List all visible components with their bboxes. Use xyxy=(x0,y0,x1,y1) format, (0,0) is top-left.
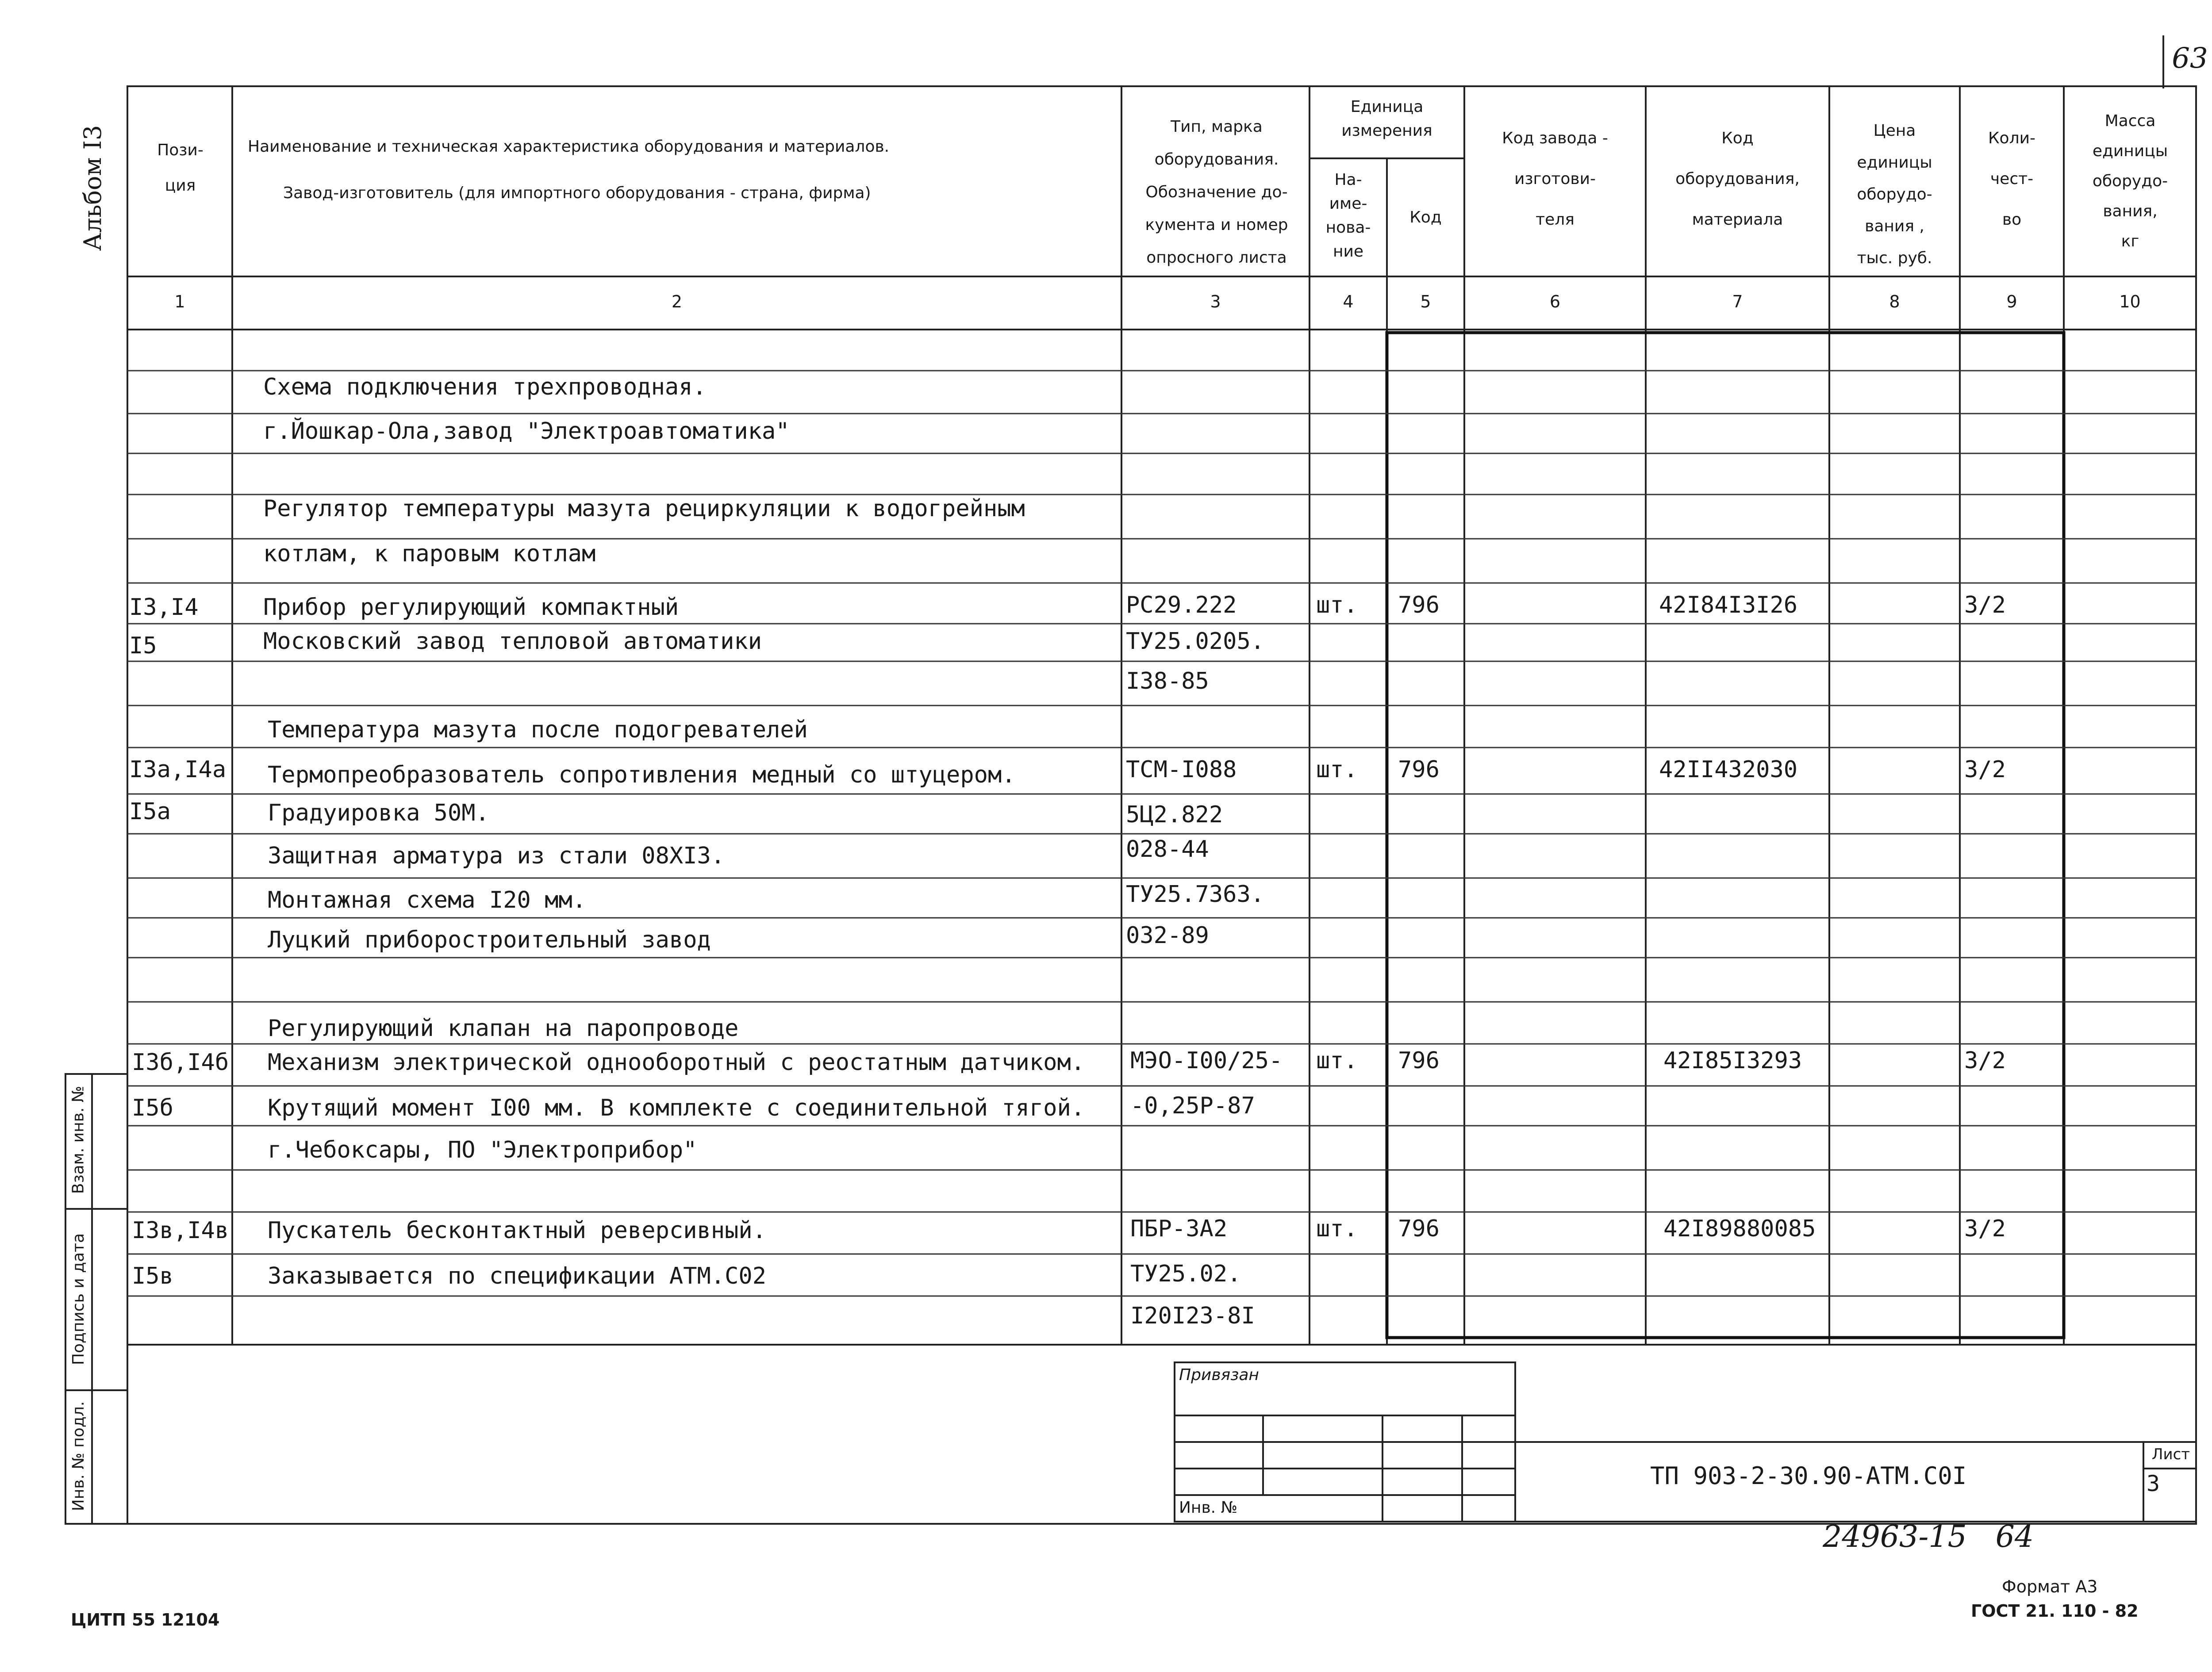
table-cell-name: Градуировка 50М. xyxy=(268,800,489,826)
header-col10: Масса единицы оборудо- вания, кг xyxy=(2092,112,2168,250)
table-cell-unit: шт. xyxy=(1316,756,1358,783)
table-cell-equipment-code: 42I89880085 xyxy=(1663,1216,1816,1242)
table-cell-type: ТУ25.7363. xyxy=(1126,881,1265,908)
header-col3: Тип, марка оборудования. Обозначение до- кумента и номер опросного листа xyxy=(1145,118,1288,267)
table-cell-name: Московский завод тепловой автоматики xyxy=(263,628,762,655)
table-cell-name: Пускатель бесконтактный реверсивный. xyxy=(268,1217,767,1244)
table-cell-name: Схема подключения трехпроводная. xyxy=(263,374,707,400)
col-number: 7 xyxy=(1732,292,1743,311)
table-cell-name: Термопреобразователь сопротивления медный со штуцером. xyxy=(268,762,1016,788)
table-cell-equipment-code: 42I84I3I26 xyxy=(1659,592,1798,618)
table-cell-equipment-code: 42II432030 xyxy=(1659,756,1798,783)
table-cell-type: I20I23-8I xyxy=(1130,1303,1255,1329)
header-col8: Цена единицы оборудо- вания , тыс. руб. xyxy=(1857,122,1932,267)
table-cell-pos: I3в,I4в xyxy=(132,1217,229,1244)
table-cell-pos: I5a xyxy=(129,798,171,825)
privyazan-label: Привязан xyxy=(1179,1366,1259,1384)
footer-citp: ЦИТП 55 12104 xyxy=(71,1610,220,1630)
inv-no-label: Инв. № xyxy=(1179,1499,1238,1517)
table-cell-type: I38-85 xyxy=(1126,668,1209,694)
col-number: 2 xyxy=(671,292,683,311)
header-col45: Единица измерения xyxy=(1341,98,1432,140)
document-code: ТП 903-2-30.90-АТМ.С0I xyxy=(1650,1462,1967,1490)
col-number: 4 xyxy=(1343,292,1354,311)
table-cell-type: РС29.222 xyxy=(1126,592,1237,618)
col-number: 3 xyxy=(1210,292,1221,311)
table-cell-name: Регулятор температуры мазута рециркуляции к водогрейным xyxy=(263,495,1025,522)
table-cell-qty: 3/2 xyxy=(1964,1216,2006,1242)
table-cell-unit-code: 796 xyxy=(1398,756,1440,783)
side-label-vzam: Взам. инв. № xyxy=(69,1085,88,1194)
header-col7: Код оборудования, материала xyxy=(1675,129,1800,229)
header-col5: Код xyxy=(1409,208,1442,226)
table-cell-name: Регулирующий клапан на паропроводе xyxy=(268,1015,739,1042)
header-col4: На- име- нова- ние xyxy=(1325,171,1371,261)
table-cell-name: Механизм электрической однооборотный с реостатным датчиком. xyxy=(268,1049,1085,1076)
table-cell-name: г.Йошкар-Ола,завод "Электроавтоматика" xyxy=(263,418,790,445)
table-cell-type: -0,25Р-87 xyxy=(1130,1093,1255,1119)
table-cell-type: 028-44 xyxy=(1126,836,1209,863)
table-cell-qty: 3/2 xyxy=(1964,756,2006,783)
table-cell-type: ПБР-3А2 xyxy=(1130,1216,1228,1242)
col-number: 5 xyxy=(1420,292,1431,311)
table-cell-pos: I3,I4 xyxy=(129,594,199,621)
col-number: 8 xyxy=(1889,292,1900,311)
table-cell-type: ТУ25.02. xyxy=(1130,1261,1241,1287)
handwritten-inventory-number: 24963-15 64 xyxy=(1823,1519,2034,1554)
header-col9: Коли- чест- во xyxy=(1988,129,2035,229)
table-cell-unit-code: 796 xyxy=(1398,1216,1440,1242)
footer-format: Формат А3 xyxy=(2002,1577,2098,1596)
table-cell-pos: I3б,I4б xyxy=(132,1049,229,1076)
col-number: 10 xyxy=(2119,292,2141,311)
table-cell-qty: 3/2 xyxy=(1964,592,2006,618)
table-cell-name: Луцкий приборостроительный завод xyxy=(268,927,711,953)
header-col2-line1: Наименование и техническая характеристика оборудования и материалов. xyxy=(248,138,890,156)
table-cell-unit: шт. xyxy=(1316,592,1358,618)
table-cell-name: г.Чебоксары, ПО "Электроприбор" xyxy=(268,1137,697,1163)
table-cell-name: Крутящий момент I00 мм. В комплекте с соединительной тягой. xyxy=(268,1095,1085,1121)
sheet-number: 3 xyxy=(2147,1471,2160,1496)
table-cell-pos: I3a,I4a xyxy=(129,756,227,783)
col-number: 9 xyxy=(2006,292,2017,311)
side-label-signature: Подпись и дата xyxy=(69,1233,88,1365)
table-cell-unit-code: 796 xyxy=(1398,592,1440,618)
table-cell-unit-code: 796 xyxy=(1398,1047,1440,1074)
table-cell-equipment-code: 42I85I3293 xyxy=(1663,1047,1802,1074)
header-col2-line2: Завод-изготовитель (для импортного оборудования - страна, фирма) xyxy=(283,184,871,202)
table-cell-pos: I5б xyxy=(132,1095,173,1121)
table-cell-unit: шт. xyxy=(1316,1216,1358,1242)
table-cell-name: Заказывается по спецификации АТМ.С02 xyxy=(268,1263,767,1289)
header-col6: Код завода - изготови- теля xyxy=(1502,129,1608,229)
album-label: Альбом I3 xyxy=(79,125,107,251)
table-cell-type: 032-89 xyxy=(1126,922,1209,949)
header-col1: Пози- ция xyxy=(157,141,204,195)
table-cell-type: 5Ц2.822 xyxy=(1126,801,1223,828)
footer-gost: ГОСТ 21. 110 - 82 xyxy=(1971,1601,2139,1621)
table-cell-type: МЭО-I00/25- xyxy=(1130,1047,1283,1074)
table-cell-name: Защитная арматура из стали 08XI3. xyxy=(268,843,725,869)
side-label-inv: Инв. № подл. xyxy=(69,1401,88,1511)
col-number: 1 xyxy=(174,292,185,311)
table-cell-pos: I5в xyxy=(132,1263,173,1289)
table-cell-name: котлам, к паровым котлам xyxy=(263,541,596,567)
table-cell-unit: шт. xyxy=(1316,1047,1358,1074)
sheet-label: Лист xyxy=(2151,1446,2190,1463)
col-number: 6 xyxy=(1549,292,1561,311)
table-cell-qty: 3/2 xyxy=(1964,1047,2006,1074)
table-cell-type: ТСМ-I088 xyxy=(1126,756,1237,783)
page-number: 63 xyxy=(2172,42,2208,75)
table-cell-name: Монтажная схема I20 мм. xyxy=(268,887,587,913)
table-cell-type: ТУ25.0205. xyxy=(1126,628,1265,655)
table-cell-pos: I5 xyxy=(129,633,157,659)
table-cell-name: Прибор регулирующий компактный xyxy=(263,594,679,621)
table-cell-name: Температура мазута после подогревателей xyxy=(268,717,808,743)
